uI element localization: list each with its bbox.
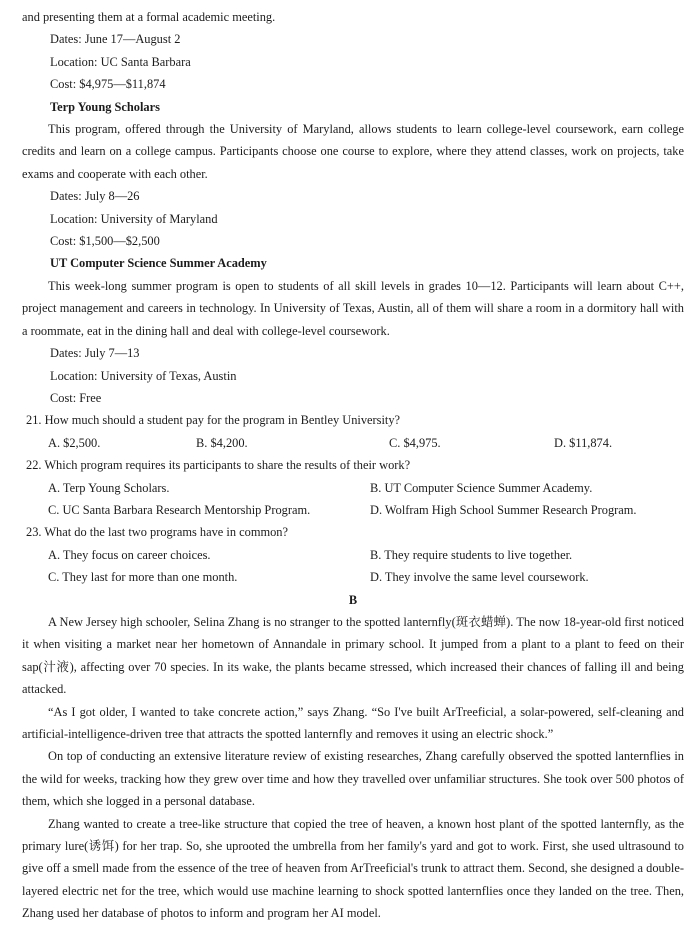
terp-location: Location: University of Maryland: [50, 211, 218, 226]
utcs-cost: Cost: Free: [50, 390, 102, 405]
option-22-a: A. Terp Young Scholars.: [48, 480, 170, 495]
utcs-body: This week-long summer program is open to students of all skill levels in grades 10—12. Participants will learn about C++, project management and careers in technology. In University of Texas, Austin, all of them will share a room in a dormitory hall with a roommate, eat in the dining hall and deal with college-level coursework.: [22, 278, 684, 338]
ucsb-cost: Cost: $4,975—$11,874: [50, 77, 166, 92]
option-21-c: C. $4,975.: [389, 435, 441, 450]
option-22-c: C. UC Santa Barbara Research Mentorship Program.: [48, 502, 311, 517]
passage-b-paragraph-2: “As I got older, I wanted to take concrete action,” says Zhang. “So I've built ArTreeficial, a solar-powered, self-cleaning and artificial-intelligence-driven tree that attracts the spotted lanternfly and removes it using an electric shock.”: [22, 704, 684, 741]
option-23-c: C. They last for more than one month.: [48, 570, 238, 585]
question-22: 22. Which program requires its participants to share the results of their work?: [26, 458, 411, 473]
question-23-options-row1: [22, 544, 684, 566]
question-21-options: [22, 432, 684, 454]
ucsb-dates: Dates: June 17—August 2: [50, 32, 181, 47]
option-21-a: A. $2,500.: [48, 435, 101, 450]
option-23-b: B. They require students to live together.: [370, 547, 573, 562]
question-21: 21. How much should a student pay for the program in Bentley University?: [26, 413, 401, 428]
option-23-a: A. They focus on career choices.: [48, 547, 211, 562]
utcs-title: UT Computer Science Summer Academy: [50, 256, 267, 271]
option-22-b: B. UT Computer Science Summer Academy.: [370, 480, 593, 495]
ucsb-location: Location: UC Santa Barbara: [50, 54, 191, 69]
terp-title: Terp Young Scholars: [50, 99, 160, 114]
question-23: 23. What do the last two programs have in common?: [26, 525, 288, 540]
terp-body: This program, offered through the University of Maryland, allows students to learn college-level coursework, earn college credits and learn on a college campus. Participants choose one course to explore, where they attend classes, work on projects, take exams and cooperate with each other.: [22, 122, 684, 181]
question-23-options-row2: [22, 566, 684, 588]
question-22-options-row1: [22, 477, 684, 499]
terp-dates: Dates: July 8—26: [50, 189, 140, 204]
passage-b-heading: B: [348, 592, 358, 607]
option-22-d: D. Wolfram High School Summer Research Program.: [370, 502, 637, 517]
option-23-d: D. They involve the same level coursework.: [370, 570, 589, 585]
utcs-dates: Dates: July 7—13: [50, 346, 140, 361]
passage-b-paragraph-3: On top of conducting an extensive literature review of existing researches, Zhang carefully observed the spotted lanternflies in the wild for weeks, tracking how they grew over time and how they travelled over unfamiliar structures. She took over 500 photos of them, which she logged in a personal database.: [22, 749, 684, 809]
passage-b-paragraph-4: Zhang wanted to create a tree-like structure that copied the tree of heaven, a known host plant of the spotted lanternfly, as the primary lure(诱饵) for her trap. So, she uprooted the umbrella from her family's yard and got to work. First, she used ultrasound to give off a smell made from the essence of the tree of heaven from ArTreeficial's trunk to attract them. Second, she designed a double-layered electric net for the tree, which would use machine learning to shock spotted lanternflies once they landed on the tree. Then, Zhang used her database of photos to inform and program her AI model.: [22, 816, 684, 921]
question-22-options-row2: [22, 499, 684, 521]
option-21-b: B. $4,200.: [196, 435, 248, 450]
passage-a-tail-line: and presenting them at a formal academic meeting.: [22, 10, 276, 24]
utcs-location: Location: University of Texas, Austin: [50, 368, 237, 383]
terp-cost: Cost: $1,500—$2,500: [50, 234, 160, 249]
passage-b-paragraph-1: A New Jersey high schooler, Selina Zhang is no stranger to the spotted lanternfly(斑衣蜡蝉). The now 18-year-old first noticed it when visiting a market near her hometown of Annandale in primary school. It jumped from a plant to a plant to feed on their sap(汁液), affecting over 70 species. In its wake, the plants became stressed, which increased their chances of falling ill and being attacked.: [22, 614, 684, 697]
option-21-d: D. $11,874.: [554, 435, 613, 450]
